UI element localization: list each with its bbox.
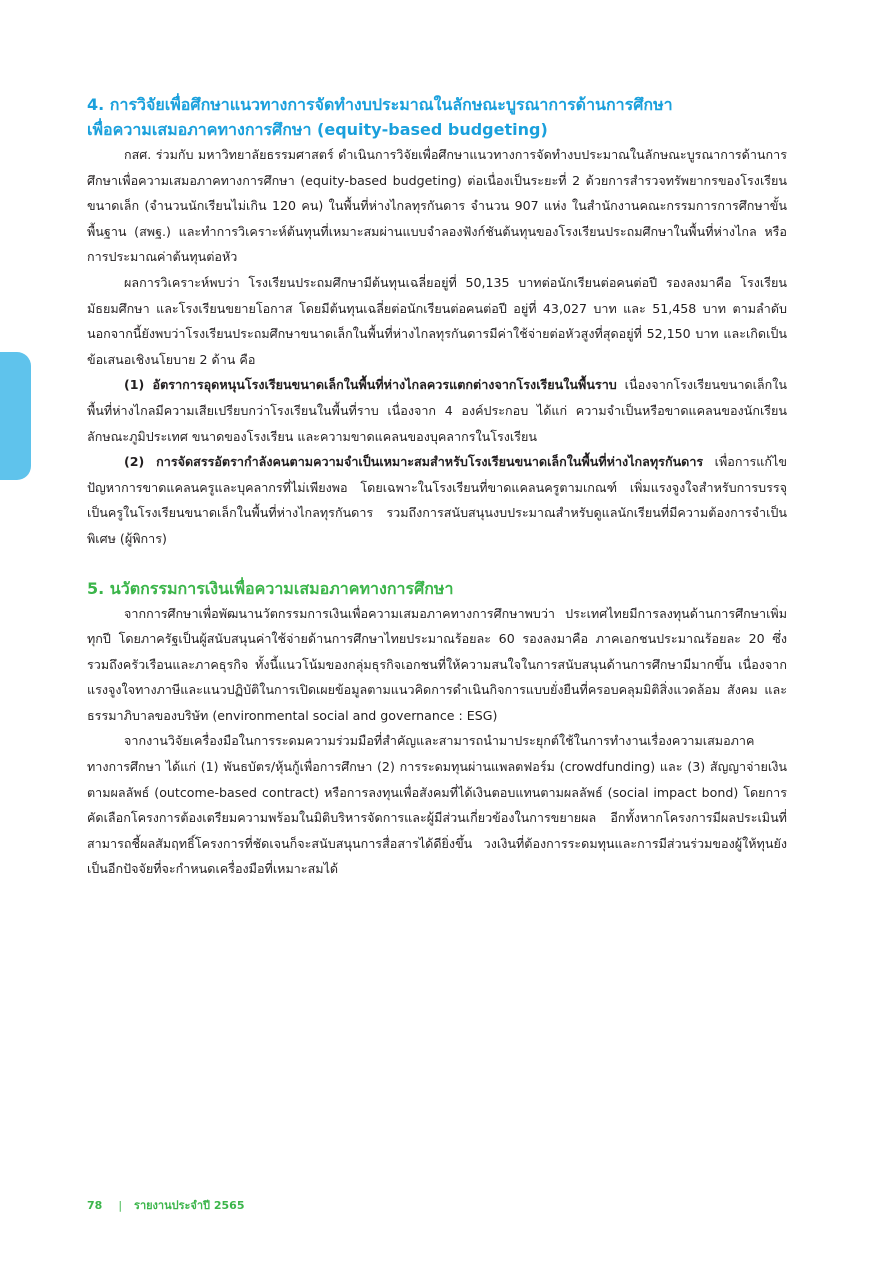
section4-item-2-text: เพื่อการแก้ไขปัญหาการขาดแคลนครูและบุคลากรที่ไม่เพียงพอ โดยเฉพาะในโรงเรียนที่ขาดแคลนครูตามเกณฑ์ เพิ่มแรงจูงใจสำหรับการบรรจุเป็นครูในโรงเรียนขนาดเล็กในพื้นที่ห่างไกลทุรกันดาร รวมถึงการสนับสนุนงบประมาณสำหรับดูแลนักเรียนที่มีความต้องการจำเป็นพิเศษ (ผู้พิการ) xyxy=(87,454,787,546)
report-title: รายงานประจำปี 2565 xyxy=(134,1199,245,1212)
section4-item-2-heading: (2) การจัดสรรอัตรากำลังคนตามความจำเป็นเหมาะสมสำหรับโรงเรียนขนาดเล็กในพื้นที่ห่างไกลทุรกันดาร xyxy=(124,454,704,470)
section4-item-1 xyxy=(87,372,787,449)
section4-paragraph-1: กสศ. ร่วมกับ มหาวิทยาลัยธรรมศาสตร์ ดำเนินการวิจัยเพื่อศึกษาแนวทางการจัดทำงบประมาณในลักษณะบูรณาการด้านการศึกษาเพื่อความเสมอภาคทางการศึกษา (equity-based budgeting) ต่อเนื่องเป็นระยะที่ 2 ด้วยการสำรวจทรัพยากรของโรงเรียนขนาดเล็ก (จำนวนนักเรียนไม่เกิน 120 คน) ในพื้นที่ห่างไกลทุรกันดาร จำนวน 907 แห่ง ในสำนักงานคณะกรรมการการศึกษาขั้นพื้นฐาน (สพฐ.) และทำการวิเคราะห์ต้นทุนที่เหมาะสมผ่านแบบจำลองฟังก์ชันต้นทุนของโรงเรียนประถมศึกษาในพื้นที่ห่างไกล หรือการประมาณค่าต้นทุนต่อหัว xyxy=(87,147,787,265)
section4-item-2 xyxy=(87,449,787,551)
footer-separator: | xyxy=(118,1199,123,1212)
page-footer xyxy=(87,1197,244,1215)
page-content xyxy=(87,92,787,882)
section4-title-line1: 4. การวิจัยเพื่อศึกษาแนวทางการจัดทำงบประมาณในลักษณะบูรณาการด้านการศึกษา xyxy=(87,95,673,114)
section5-paragraph-2: จากงานวิจัยเครื่องมือในการระดมความร่วมมือที่สำคัญและสามารถนำมาประยุกต์ใช้ในการทำงานเรื่องความเสมอภาคทางการศึกษา ได้แก่ (1) พันธบัตร/หุ้นกู้เพื่อการศึกษา (2) การระดมทุนผ่านแพลตฟอร์ม (crowdfunding) และ (3) สัญญาจ่ายเงินตามผลลัพธ์ (outcome-based contract) หรือการลงทุนเพื่อสังคมที่ได้เงินตอบแทนตามผลลัพธ์ (social impact bond) โดยการคัดเลือกโครงการต้องเตรียมความพร้อมในมิติบริหารจัดการและผู้มีส่วนเกี่ยวข้องในการขยายผล อีกทั้งหากโครงการมีผลประเมินที่สามารถชี้ผลสัมฤทธิ์โครงการที่ชัดเจนก็จะสนับสนุนการสื่อสารได้ดียิ่งขึ้น วงเงินที่ต้องการระดมทุนและการมีส่วนร่วมของผู้ให้ทุนยังเป็นอีกปัจจัยที่จะกำหนดเครื่องมือที่เหมาะสมได้ xyxy=(87,733,787,877)
section4-item-1-heading: (1) อัตราการอุดหนุนโรงเรียนขนาดเล็กในพื้นที่ห่างไกลควรแตกต่างจากโรงเรียนในพื้นราบ xyxy=(124,377,617,393)
section4-title-line2: เพื่อความเสมอภาคทางการศึกษา (equity-based budgeting) xyxy=(87,120,548,139)
section4-paragraph-2: ผลการวิเคราะห์พบว่า โรงเรียนประถมศึกษามีต้นทุนเฉลี่ยอยู่ที่ 50,135 บาทต่อนักเรียนต่อคนต่อปี รองลงมาคือ โรงเรียนมัธยมศึกษา และโรงเรียนขยายโอกาส โดยมีต้นทุนเฉลี่ยต่อนักเรียนต่อคนต่อปี อยู่ที่ 43,027 บาท และ 51,458 บาท ตามลำดับ นอกจากนี้ยังพบว่าโรงเรียนประถมศึกษาขนาดเล็กในพื้นที่ห่างไกลทุรกันดารมีค่าใช้จ่ายต่อหัวสูงที่สุดอยู่ที่ 52,150 บาท และเกิดเป็นข้อเสนอเชิงนโยบาย 2 ด้าน คือ xyxy=(87,274,787,367)
section5-heading: 5. นวัตกรรมการเงินเพื่อความเสมอภาคทางการศึกษา xyxy=(87,578,454,598)
section4-heading xyxy=(87,92,787,142)
section5-paragraph-1: จากการศึกษาเพื่อพัฒนานวัตกรรมการเงินเพื่อความเสมอภาคทางการศึกษาพบว่า ประเทศไทยมีการลงทุนด้านการศึกษาเพิ่มทุกปี โดยภาครัฐเป็นผู้สนับสนุนค่าใช้จ่ายด้านการศึกษาไทยประมาณร้อยละ 60 รองลงมาคือ ภาคเอกชนประมาณร้อยละ 20 ซึ่งรวมถึงครัวเรือนและภาคธุรกิจ ทั้งนี้แนวโน้มของกลุ่มธุรกิจเอกชนที่ให้ความสนใจในการสนับสนุนด้านการศึกษามีมากขึ้น เนื่องจากแรงจูงใจทางภาษีและแนวปฏิบัติในการเปิดเผยข้อมูลตามแนวคิดการดำเนินกิจการแบบยั่งยืนที่ครอบคลุมมิติสิ่งแวดล้อม สังคม และธรรมาภิบาลของบริษัท (environmental social and governance : ESG) xyxy=(87,605,787,723)
side-tab-marker xyxy=(0,352,31,480)
section4-item-1-text: เนื่องจากโรงเรียนขนาดเล็กในพื้นที่ห่างไกลมีความเสียเปรียบกว่าโรงเรียนในพื้นที่ราบ เนื่องจาก 4 องค์ประกอบ ได้แก่ ความจำเป็นหรือขาดแคลนของนักเรียน ลักษณะภูมิประเทศ ขนาดของโรงเรียน และความขาดแคลนของบุคลากรในโรงเรียน xyxy=(87,377,787,444)
page-number: 78 xyxy=(87,1199,103,1212)
